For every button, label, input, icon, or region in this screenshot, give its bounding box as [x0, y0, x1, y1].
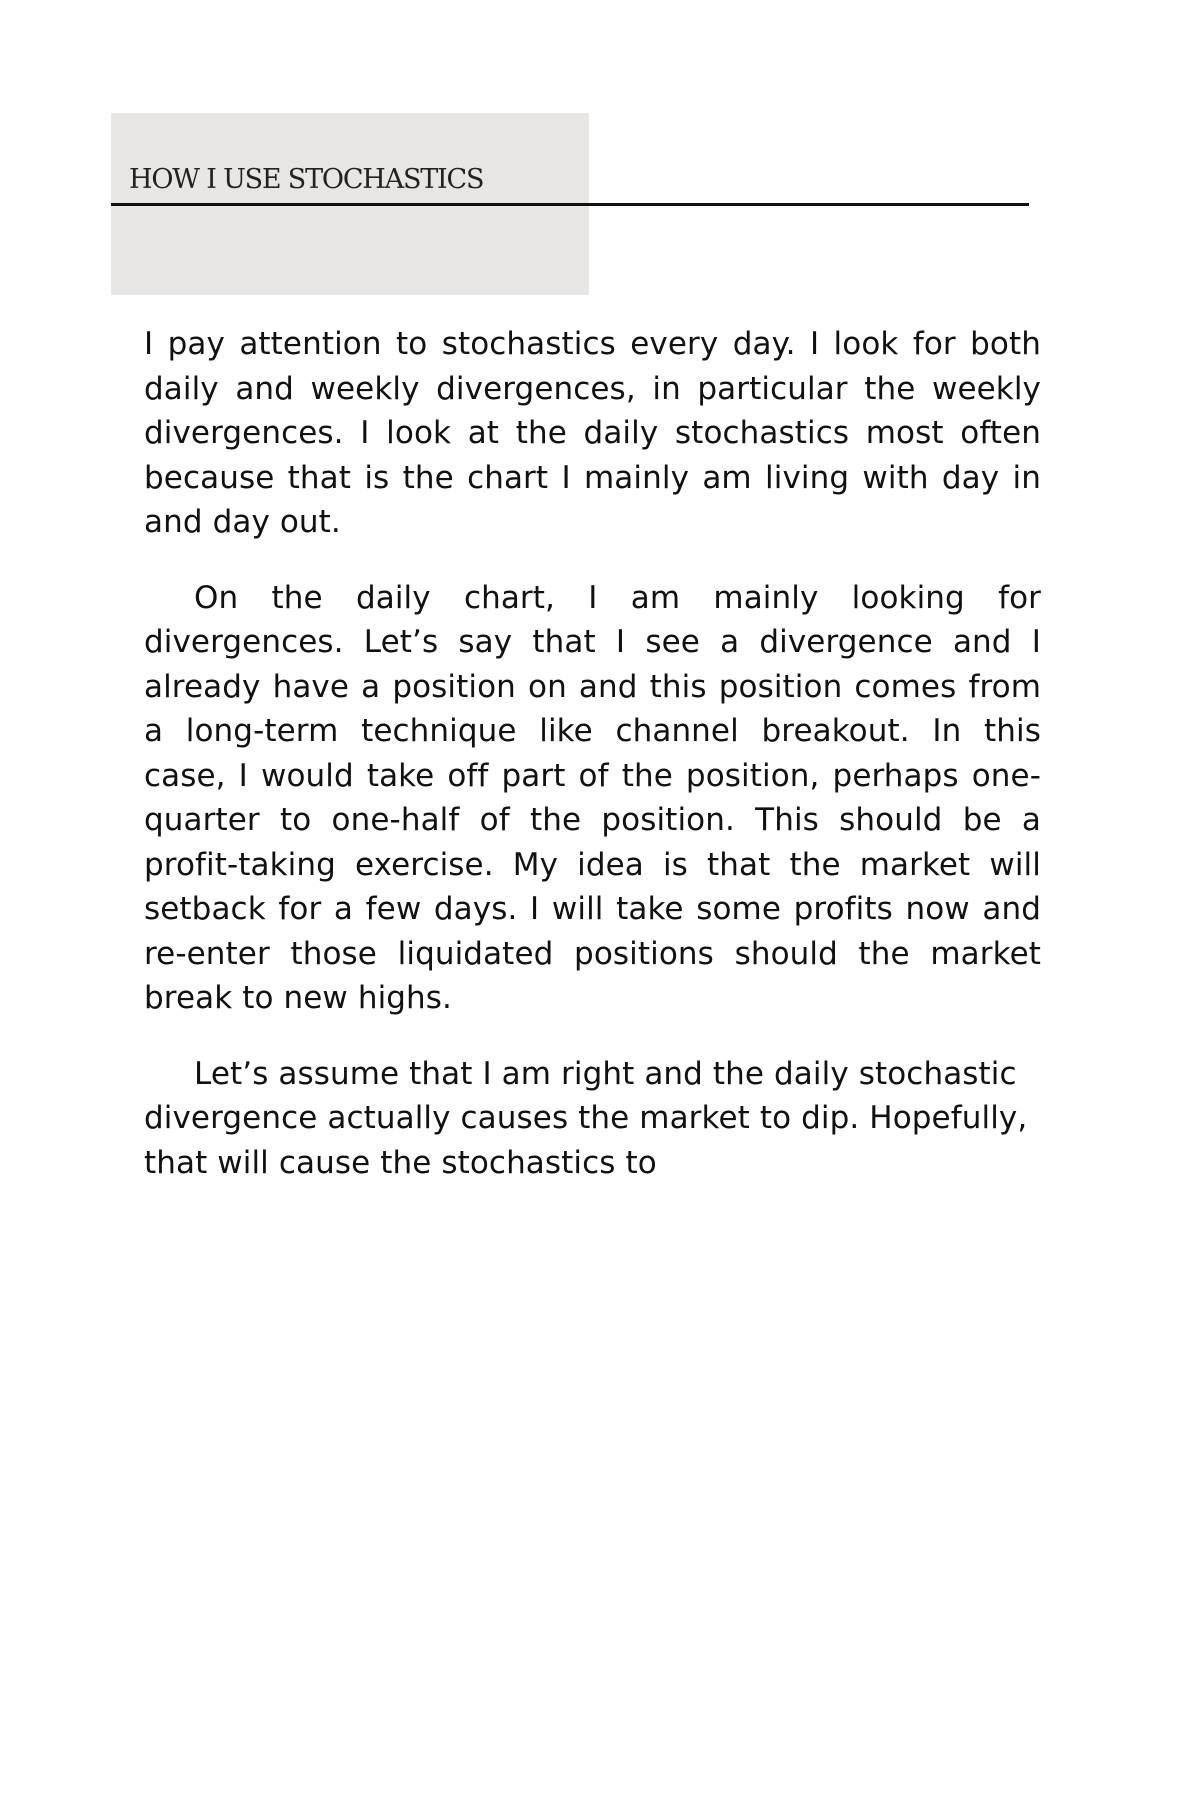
header-rule: [111, 203, 1029, 206]
running-header-title: HOW I USE STOCHASTICS: [129, 164, 484, 195]
paragraph-3: Let’s assume that I am right and the daily stochastic divergence actually causes the market to dip. Hopefully, that will cause the stochastics to: [144, 1055, 1028, 1181]
body-text: [144, 322, 1041, 1216]
paragraph-1: I pay attention to stochastics every day. I look for both daily and weekly divergences, in particular the weekly divergences. I look at the daily stochastics most often because that is the chart I mainly am living with day in and day out.: [144, 326, 1041, 540]
paragraph-2: On the daily chart, I am mainly looking for divergences. Let’s say that I see a divergence and I already have a position on and this position comes from a long-term technique like channel breakout. In this case, I would take off part of the position, perhaps one-quarter to one-half of the position. This should be a profit-taking exercise. My idea is that the market will setback for a few days. I will take some profits now and re-enter those liquidated positions should the market break to new highs.: [144, 579, 1041, 1016]
